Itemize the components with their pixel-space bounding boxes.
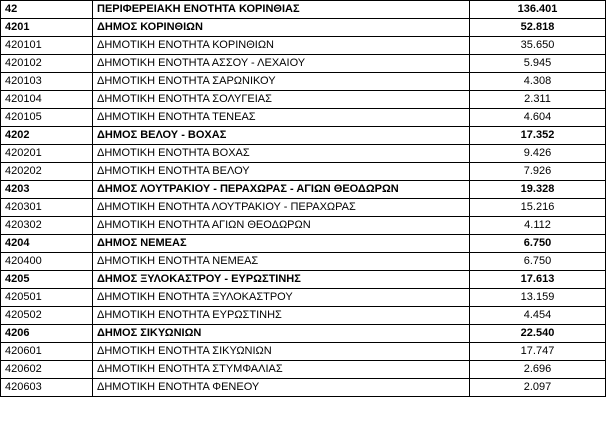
table-body [1, 1, 606, 397]
table-row [1, 361, 606, 379]
code-cell: 420501 [1, 289, 93, 307]
population-cell: 2.097 [470, 379, 606, 397]
name-cell: ΔΗΜΟΤΙΚΗ ΕΝΟΤΗΤΑ ΛΟΥΤΡΑΚΙΟΥ - ΠΕΡΑΧΩΡΑΣ [93, 199, 470, 217]
table-row-summary [1, 271, 606, 289]
table-row [1, 73, 606, 91]
population-cell: 7.926 [470, 163, 606, 181]
code-cell: 420105 [1, 109, 93, 127]
code-cell: 4204 [1, 235, 93, 253]
code-cell: 420302 [1, 217, 93, 235]
table-row [1, 343, 606, 361]
table-row-summary [1, 127, 606, 145]
name-cell: ΔΗΜΟΣ ΣΙΚΥΩΝΙΩΝ [93, 325, 470, 343]
population-cell: 17.352 [470, 127, 606, 145]
name-cell: ΠΕΡΙΦΕΡΕΙΑΚΗ ΕΝΟΤΗΤΑ ΚΟΡΙΝΘΙΑΣ [93, 1, 470, 19]
code-cell: 4202 [1, 127, 93, 145]
population-cell: 19.328 [470, 181, 606, 199]
code-cell: 42 [1, 1, 93, 19]
code-cell: 420102 [1, 55, 93, 73]
table-row [1, 307, 606, 325]
population-cell: 4.604 [470, 109, 606, 127]
name-cell: ΔΗΜΟΤΙΚΗ ΕΝΟΤΗΤΑ ΣΤΥΜΦΑΛΙΑΣ [93, 361, 470, 379]
population-cell: 9.426 [470, 145, 606, 163]
table-row [1, 289, 606, 307]
name-cell: ΔΗΜΟΤΙΚΗ ΕΝΟΤΗΤΑ ΕΥΡΩΣΤΙΝΗΣ [93, 307, 470, 325]
code-cell: 420104 [1, 91, 93, 109]
name-cell: ΔΗΜΟΤΙΚΗ ΕΝΟΤΗΤΑ ΦΕΝΕΟΥ [93, 379, 470, 397]
table-row-summary [1, 1, 606, 19]
code-cell: 420301 [1, 199, 93, 217]
code-cell: 420603 [1, 379, 93, 397]
population-cell: 136.401 [470, 1, 606, 19]
name-cell: ΔΗΜΟΣ ΒΕΛΟΥ - ΒΟΧΑΣ [93, 127, 470, 145]
name-cell: ΔΗΜΟΤΙΚΗ ΕΝΟΤΗΤΑ ΝΕΜΕΑΣ [93, 253, 470, 271]
code-cell: 4203 [1, 181, 93, 199]
name-cell: ΔΗΜΟΤΙΚΗ ΕΝΟΤΗΤΑ ΑΣΣΟΥ - ΛΕΧΑΙΟΥ [93, 55, 470, 73]
name-cell: ΔΗΜΟΤΙΚΗ ΕΝΟΤΗΤΑ ΒΟΧΑΣ [93, 145, 470, 163]
code-cell: 420602 [1, 361, 93, 379]
name-cell: ΔΗΜΟΣ ΚΟΡΙΝΘΙΩΝ [93, 19, 470, 37]
table-row [1, 379, 606, 397]
table-row [1, 163, 606, 181]
population-cell: 4.308 [470, 73, 606, 91]
population-cell: 22.540 [470, 325, 606, 343]
population-cell: 17.747 [470, 343, 606, 361]
code-cell: 420502 [1, 307, 93, 325]
population-cell: 6.750 [470, 253, 606, 271]
table-row-summary [1, 19, 606, 37]
population-cell: 2.311 [470, 91, 606, 109]
name-cell: ΔΗΜΟΤΙΚΗ ΕΝΟΤΗΤΑ ΣΙΚΥΩΝΙΩΝ [93, 343, 470, 361]
population-cell: 17.613 [470, 271, 606, 289]
population-cell: 52.818 [470, 19, 606, 37]
population-cell: 4.112 [470, 217, 606, 235]
table-row [1, 55, 606, 73]
table-row [1, 145, 606, 163]
code-cell: 420201 [1, 145, 93, 163]
code-cell: 4205 [1, 271, 93, 289]
population-cell: 6.750 [470, 235, 606, 253]
population-cell: 2.696 [470, 361, 606, 379]
name-cell: ΔΗΜΟΤΙΚΗ ΕΝΟΤΗΤΑ ΤΕΝΕΑΣ [93, 109, 470, 127]
code-cell: 420202 [1, 163, 93, 181]
name-cell: ΔΗΜΟΤΙΚΗ ΕΝΟΤΗΤΑ ΞΥΛΟΚΑΣΤΡΟΥ [93, 289, 470, 307]
name-cell: ΔΗΜΟΤΙΚΗ ΕΝΟΤΗΤΑ ΣΑΡΩΝΙΚΟΥ [93, 73, 470, 91]
table-row [1, 91, 606, 109]
table-row [1, 199, 606, 217]
name-cell: ΔΗΜΟΤΙΚΗ ΕΝΟΤΗΤΑ ΣΟΛΥΓΕΙΑΣ [93, 91, 470, 109]
population-cell: 5.945 [470, 55, 606, 73]
code-cell: 420103 [1, 73, 93, 91]
table-row [1, 37, 606, 55]
table-row-summary [1, 181, 606, 199]
code-cell: 4201 [1, 19, 93, 37]
table-row [1, 109, 606, 127]
code-cell: 4206 [1, 325, 93, 343]
code-cell: 420101 [1, 37, 93, 55]
population-cell: 35.650 [470, 37, 606, 55]
name-cell: ΔΗΜΟΣ ΛΟΥΤΡΑΚΙΟΥ - ΠΕΡΑΧΩΡΑΣ - ΑΓΙΩΝ ΘΕΟΔΩΡΩΝ [93, 181, 470, 199]
code-cell: 420400 [1, 253, 93, 271]
population-cell: 4.454 [470, 307, 606, 325]
code-cell: 420601 [1, 343, 93, 361]
name-cell: ΔΗΜΟΤΙΚΗ ΕΝΟΤΗΤΑ ΚΟΡΙΝΘΙΩΝ [93, 37, 470, 55]
table-row-summary [1, 325, 606, 343]
name-cell: ΔΗΜΟΤΙΚΗ ΕΝΟΤΗΤΑ ΑΓΙΩΝ ΘΕΟΔΩΡΩΝ [93, 217, 470, 235]
name-cell: ΔΗΜΟΣ ΞΥΛΟΚΑΣΤΡΟΥ - ΕΥΡΩΣΤΙΝΗΣ [93, 271, 470, 289]
name-cell: ΔΗΜΟΣ ΝΕΜΕΑΣ [93, 235, 470, 253]
name-cell: ΔΗΜΟΤΙΚΗ ΕΝΟΤΗΤΑ ΒΕΛΟΥ [93, 163, 470, 181]
table-row-summary [1, 235, 606, 253]
table-row [1, 217, 606, 235]
table-row [1, 253, 606, 271]
population-cell: 15.216 [470, 199, 606, 217]
population-cell: 13.159 [470, 289, 606, 307]
